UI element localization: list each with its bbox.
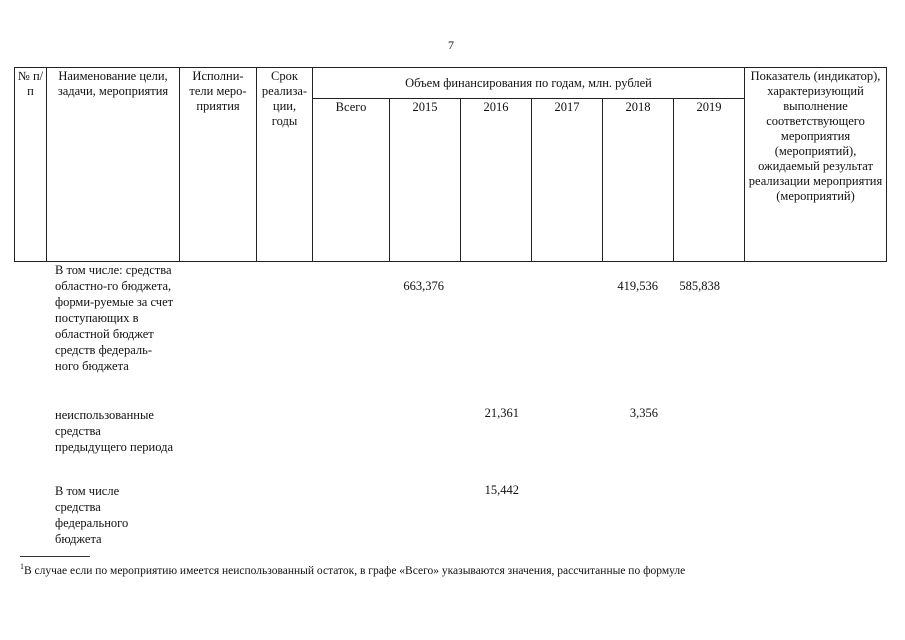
footnote-marker: 1 (20, 562, 24, 571)
row1-2018: 419,536 (617, 279, 658, 293)
header-term: Срок реализа-ции, годы (257, 68, 313, 262)
row-label-federal-funds: В том числе средства федерального бюджета (55, 484, 129, 546)
page-number: 7 (448, 38, 454, 52)
footnote-text: В случае если по мероприятию имеется неиспользованный остаток, в графе «Всего» указываются значения, рассчитанные по формуле (24, 564, 686, 577)
header-indicator: Показатель (индикатор), характеризующий выполнение соответствующего мероприятия (мероприятий), ожидаемый результат реализации мероприятия (мероприятий) (745, 68, 887, 262)
header-name: Наименование цели, задачи, мероприятия (47, 68, 180, 262)
footnote-divider (20, 556, 90, 557)
header-executors: Исполни-тели меро-приятия (180, 68, 257, 262)
header-funding: Объем финансирования по годам, млн. рублей (313, 68, 745, 99)
row3-2016: 15,442 (484, 483, 519, 497)
row2-2018: 3,356 (629, 406, 658, 420)
header-year-2016: 2016 (461, 99, 532, 262)
footnote (20, 562, 685, 577)
header-year-2017: 2017 (532, 99, 603, 262)
row-label-unused-funds: неиспользованные средства предыдущего периода (55, 408, 174, 454)
row1-total: 663,376 (403, 279, 444, 293)
row2-2016: 21,361 (484, 406, 519, 420)
header-year-2018: 2018 (603, 99, 674, 262)
header-no: № п/п (15, 68, 47, 262)
header-year-2019: 2019 (674, 99, 745, 262)
funding-table (14, 67, 887, 262)
header-year-2015: 2015 (390, 99, 461, 262)
row-label-regional-budget: В том числе: средства областно-го бюджета, форми-руемые за счет поступающих в областной бюджет средств федераль-ного бюджета (55, 263, 174, 373)
header-total: Всего (313, 99, 390, 262)
row1-2019: 585,838 (679, 279, 720, 293)
